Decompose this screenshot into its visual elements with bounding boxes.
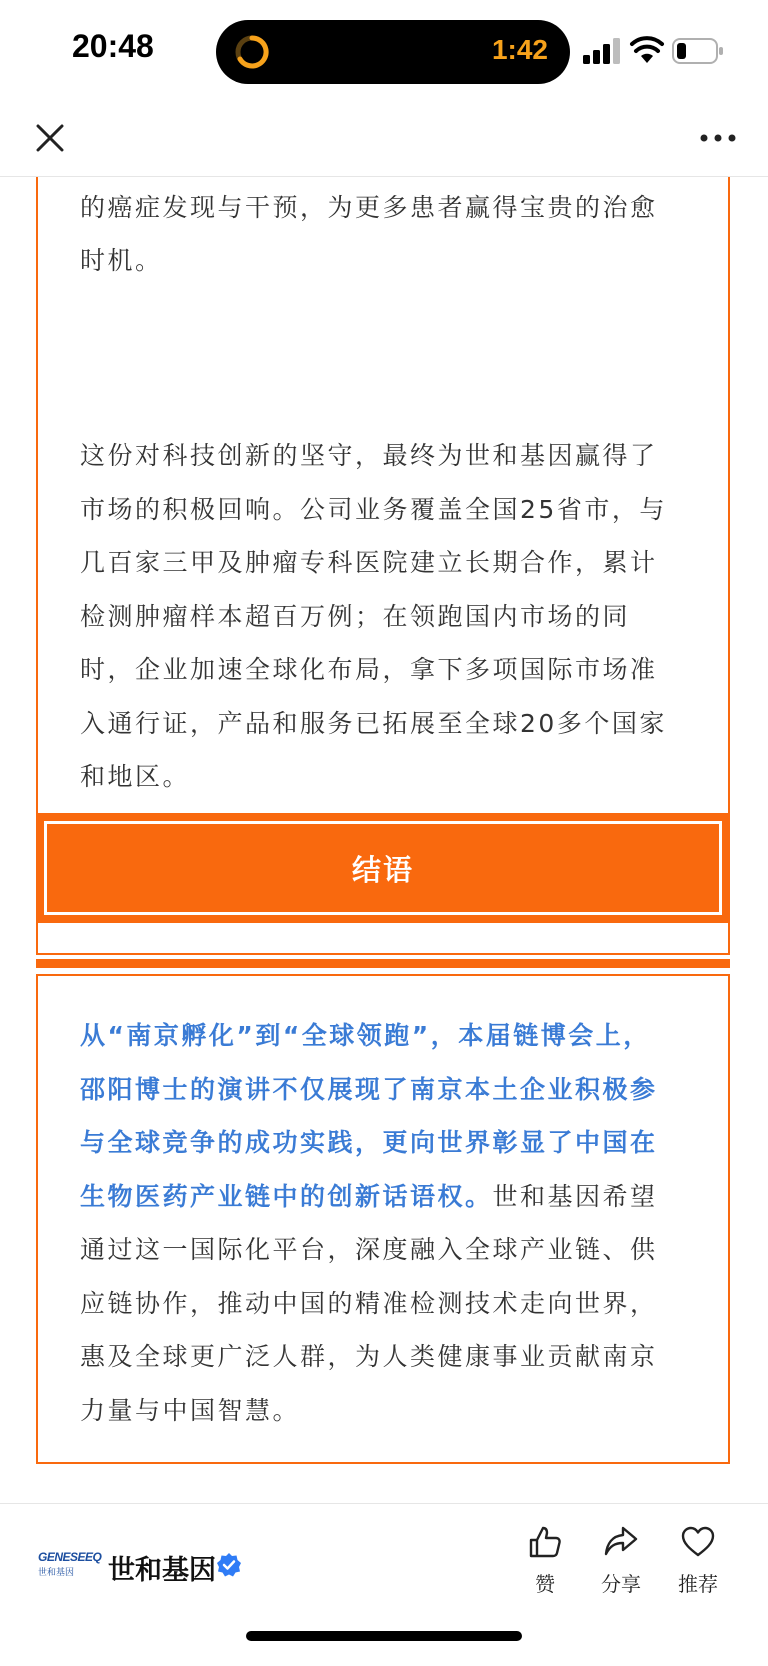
highlight-text: 与全球竞争的成功实践，更向世界彰显了中国在 xyxy=(80,1128,658,1157)
paragraph-3 xyxy=(38,1009,728,1437)
text-line xyxy=(80,1223,686,1277)
share-label: 分享 xyxy=(601,1572,641,1596)
close-icon[interactable] xyxy=(30,118,70,158)
timer-ring-icon xyxy=(234,34,270,70)
text-line: 这份对科技创新的坚守，最终为世和基因赢得了 xyxy=(80,441,658,470)
section-heading: 结语 xyxy=(351,852,414,887)
plain-text: 惠及全球更广泛人群，为人类健康事业贡献南京 xyxy=(80,1342,658,1371)
text-line xyxy=(80,1116,686,1170)
battery-icon xyxy=(672,38,724,64)
text-line: 时，企业加速全球化布局，拿下多项国际市场准 xyxy=(80,655,658,684)
text-line: 几百家三甲及肿瘤专科医院建立长期合作，累计 xyxy=(80,548,658,577)
text-line: 的癌症发现与干预，为更多患者赢得宝贵的治愈 xyxy=(80,192,658,222)
more-options-icon[interactable] xyxy=(696,122,740,154)
verified-badge-icon xyxy=(216,1552,242,1578)
share-button[interactable] xyxy=(591,1524,651,1624)
article-content xyxy=(0,177,768,1503)
heart-icon xyxy=(680,1524,716,1560)
highlight-text: 生物医药产业链中的创新话语权。 xyxy=(80,1181,493,1211)
text-line: 检测肿瘤样本超百万例；在领跑国内市场的同 xyxy=(80,601,631,631)
status-bar xyxy=(0,0,768,100)
nav-bar xyxy=(0,100,768,177)
thumbs-up-icon xyxy=(527,1524,563,1560)
bottom-bar xyxy=(0,1503,768,1666)
plain-text: 应链协作，推动中国的精准检测技术走向世界， xyxy=(80,1288,658,1318)
paragraph-2 xyxy=(38,429,728,804)
like-button[interactable] xyxy=(515,1524,575,1624)
conclusion-box xyxy=(36,974,730,1464)
plain-text: 力量与中国智慧。 xyxy=(80,1395,301,1425)
text-line xyxy=(80,1009,686,1063)
wifi-icon xyxy=(630,36,664,64)
status-time: 20:48 xyxy=(72,28,154,64)
text-line xyxy=(80,1330,686,1384)
logo-subtext: 世和基因 xyxy=(38,1568,75,1578)
account-logo[interactable] xyxy=(38,1550,102,1582)
text-line: 入通行证，产品和服务已拓展至全球20多个国家 xyxy=(80,708,667,738)
home-indicator xyxy=(246,1631,522,1641)
text-line: 市场的积极回响。公司业务覆盖全国25省市，与 xyxy=(80,494,667,524)
section-heading-frame xyxy=(44,821,722,915)
text-line: 时机。 xyxy=(80,246,163,275)
highlight-text: 从“南京孵化”到“全球领跑”，本届链博会上， xyxy=(80,1021,651,1050)
dynamic-island[interactable] xyxy=(216,20,570,84)
text-line xyxy=(80,1063,686,1117)
highlight-text: 邵阳博士的演讲不仅展现了南京本土企业积极参 xyxy=(80,1074,658,1104)
plain-text: 通过这一国际化平台，深度融入全球产业链、供 xyxy=(80,1235,658,1264)
account-name[interactable]: 世和基因 xyxy=(108,1555,216,1586)
divider-bar xyxy=(36,959,730,968)
cellular-signal-icon xyxy=(583,38,623,64)
recommend-label: 推荐 xyxy=(678,1572,718,1596)
text-line xyxy=(80,1384,686,1438)
timer-text: 1:42 xyxy=(491,34,548,65)
section-heading-band xyxy=(36,813,730,923)
text-line xyxy=(80,1277,686,1331)
share-icon xyxy=(603,1524,639,1560)
text-line xyxy=(80,1170,686,1224)
plain-text: 世和基因希望 xyxy=(492,1181,658,1211)
recommend-button[interactable] xyxy=(668,1524,728,1624)
logo-text: GENESEEQ xyxy=(38,1550,102,1564)
text-line: 和地区。 xyxy=(80,762,191,791)
like-label: 赞 xyxy=(535,1572,555,1596)
